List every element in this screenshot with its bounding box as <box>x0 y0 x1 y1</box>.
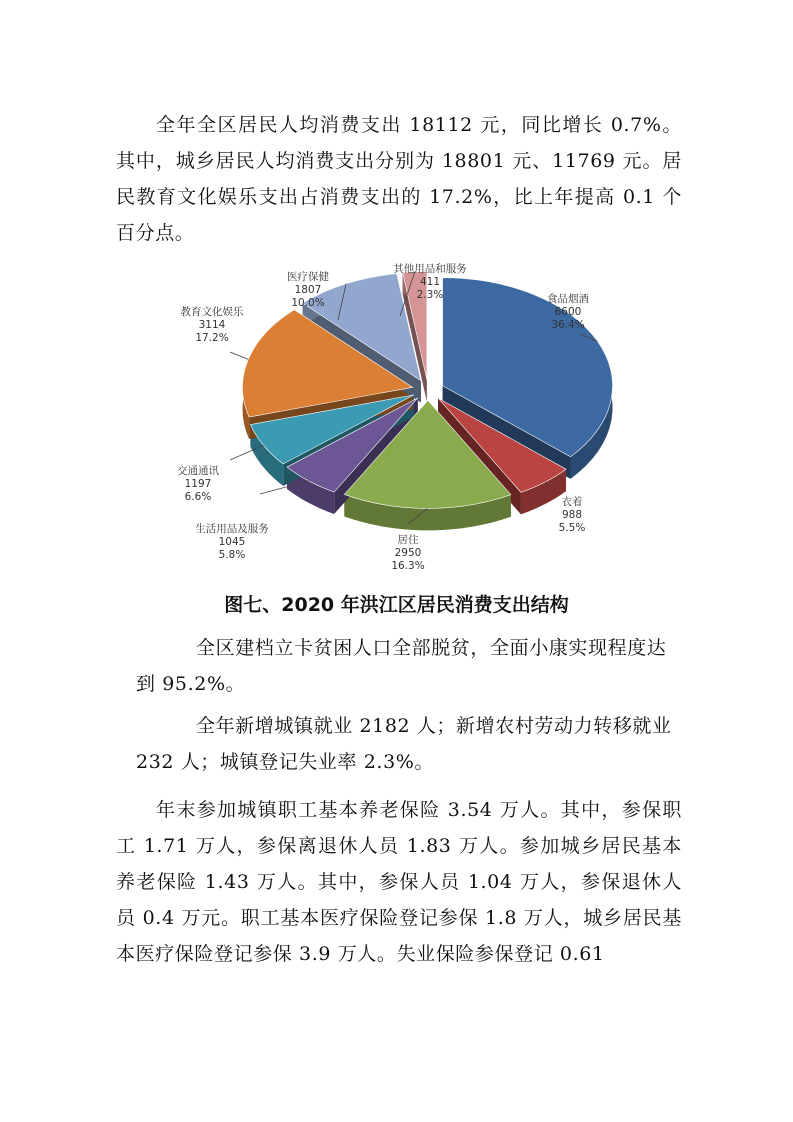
slice-percent-3: 5.8% <box>218 549 246 561</box>
slice-value-5: 3114 <box>198 319 226 331</box>
consumption-pie-chart <box>160 262 640 580</box>
paragraph-consumption: 全年全区居民人均消费支出 18112 元，同比增长 0.7%。其中，城乡居民人均消费支出分别为 18801 元、11769 元。居民教育文化娱乐支出占消费支出的 17.2%，比上年提高 0.1 个百分点。 <box>116 114 682 244</box>
slice-percent-2: 16.3% <box>391 560 425 572</box>
slice-label-7: 其他用品和服务 <box>393 263 467 275</box>
slice-percent-0: 36.4% <box>551 319 585 331</box>
paragraph-employment: 全年新增城镇就业 2182 人；新增农村劳动力转移就业 232 人；城镇登记失业率 2.3%。 <box>136 715 672 773</box>
slice-value-6: 1807 <box>294 284 322 296</box>
slice-percent-6: 10.0% <box>291 297 325 309</box>
slice-label-0: 食品烟酒 <box>547 293 589 305</box>
slice-percent-7: 2.3% <box>416 289 444 301</box>
slice-label-3: 生活用品及服务 <box>195 523 269 535</box>
slice-label-4: 交通通讯 <box>177 465 219 477</box>
slice-value-2: 2950 <box>394 547 422 559</box>
slice-label-6: 医疗保健 <box>287 271 329 283</box>
slice-percent-5: 17.2% <box>195 332 229 344</box>
slice-value-3: 1045 <box>218 536 246 548</box>
slice-value-7: 411 <box>419 276 441 288</box>
paragraph-insurance: 年末参加城镇职工基本养老保险 3.54 万人。其中，参保职工 1.71 万人，参保离退休人员 1.83 万人。参加城乡居民基本养老保险 1.43 万人。其中，参保人员 1.04 万人，参保退休人员 0.4 万元。职工基本医疗保险登记参保 1.8 万人，城乡居民基本医疗保险登记参保 3.9 万人。失业保险参保登记 0.61 <box>116 799 682 965</box>
slice-label-5: 教育文化娱乐 <box>180 306 244 318</box>
slice-value-1: 988 <box>561 509 583 521</box>
slice-label-2: 居住 <box>397 534 419 546</box>
slice-value-0: 6600 <box>554 306 582 318</box>
slice-label-1: 衣着 <box>561 496 583 508</box>
slice-value-4: 1197 <box>184 478 212 490</box>
paragraph-poverty: 全区建档立卡贫困人口全部脱贫，全面小康实现程度达到 95.2%。 <box>136 637 667 695</box>
slice-percent-4: 6.6% <box>184 491 212 503</box>
leader-line-5 <box>230 352 248 359</box>
figure-caption: 图七、2020 年洪江区居民消费支出结构 <box>224 594 569 616</box>
slice-percent-1: 5.5% <box>558 522 586 534</box>
